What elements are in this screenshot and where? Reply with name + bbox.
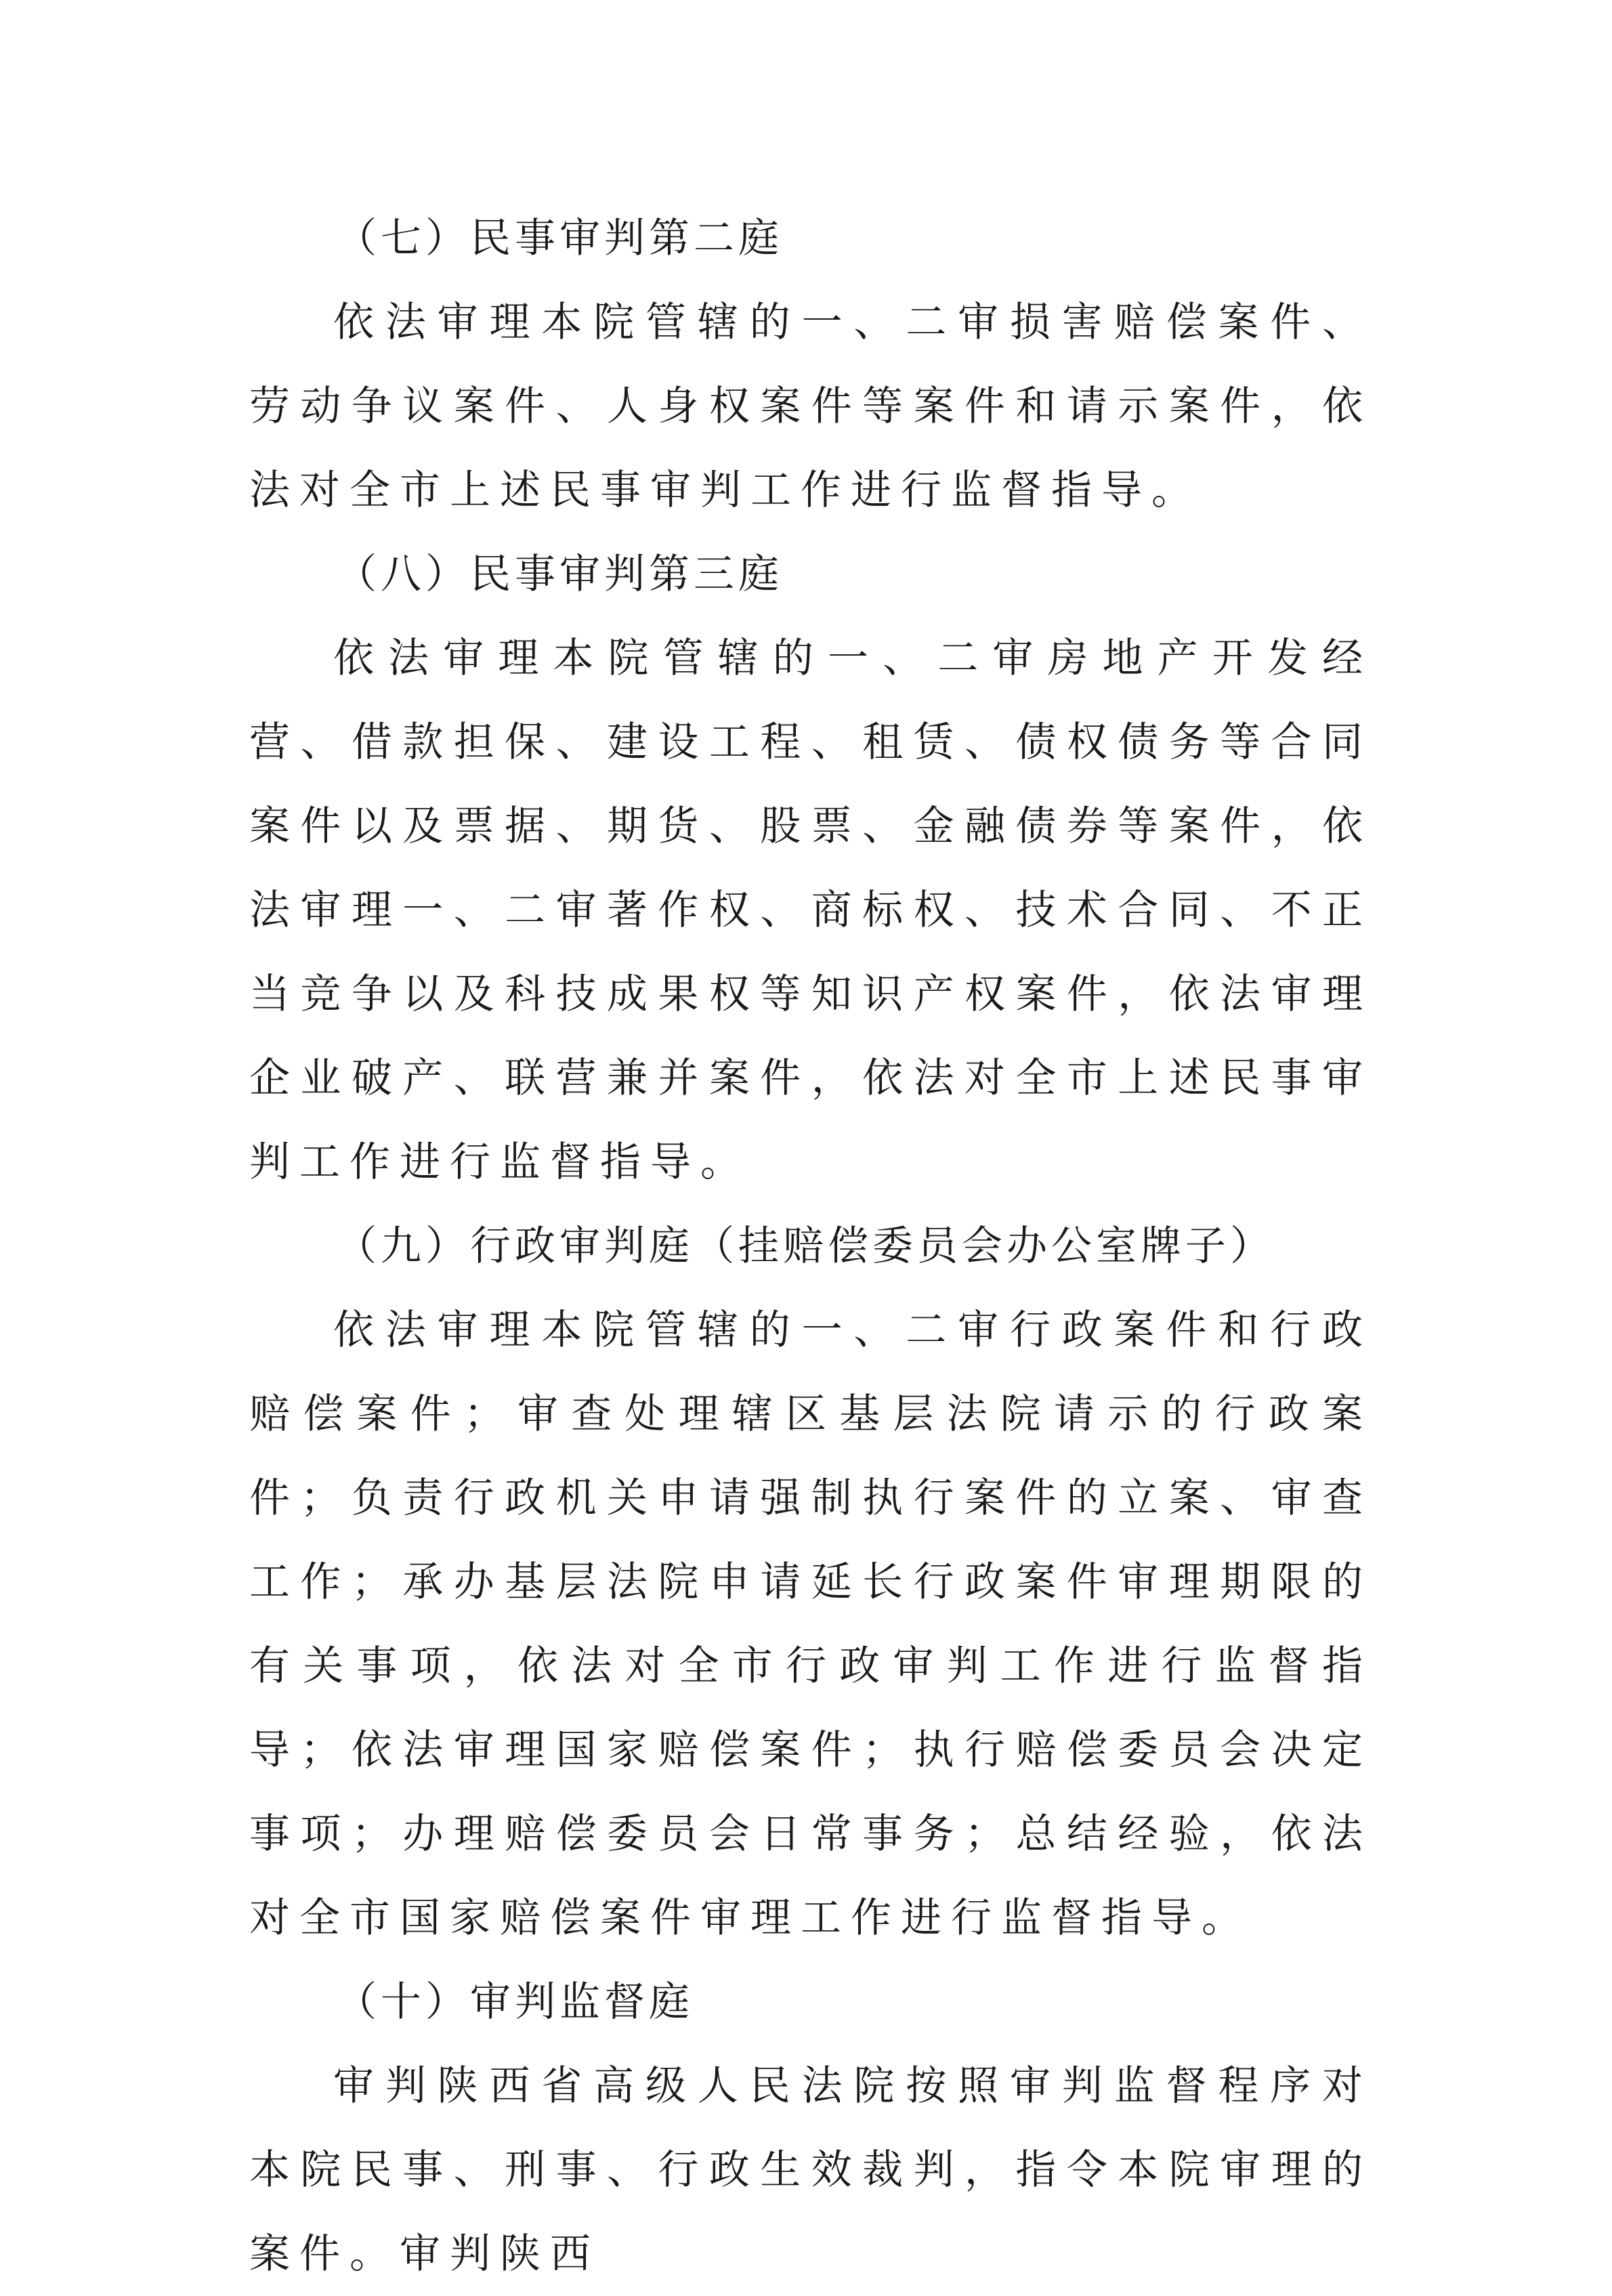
document-body — [249, 196, 1372, 2296]
section-paragraph: 审判陕西省高级人民法院按照审判监督程序对本院民事、刑事、行政生效裁判，指令本院审理的案件。审判陕西 — [249, 2062, 1372, 2278]
section-heading: （七）民事审判第二庭 — [336, 215, 783, 262]
section-paragraph: 依法审理本院管辖的一、二审行政案件和行政赔偿案件；审查处理辖区基层法院请示的行政案件；负责行政机关申请强制执行案件的立案、审查工作；承办基层法院申请延长行政案件审理期限的有关事项，依法对全市行政审判工作进行监督指导；依法审理国家赔偿案件；执行赔偿委员会决定事项；办理赔偿委员会日常事务；总结经验，依法对全市国家赔偿案件审理工作进行监督指导。 — [249, 1306, 1372, 1942]
section-heading: （八）民事审判第三庭 — [336, 551, 783, 598]
section-heading: （九）行政审判庭（挂赔偿委员会办公室牌子） — [336, 1223, 1275, 1270]
section-paragraph: 依法审理本院管辖的一、二审损害赔偿案件、劳动争议案件、人身权案件等案件和请示案件，依法对全市上述民事审判工作进行监督指导。 — [249, 299, 1372, 514]
section-paragraph: 依法审理本院管辖的一、二审房地产开发经营、借款担保、建设工程、租赁、债权债务等合同案件以及票据、期货、股票、金融债券等案件，依法审理一、二审著作权、商标权、技术合同、不正当竞争以及科技成果权等知识产权案件，依法审理企业破产、联营兼并案件，依法对全市上述民事审判工作进行监督指导。 — [249, 635, 1372, 1186]
section-heading: （十）审判监督庭 — [336, 1978, 694, 2026]
